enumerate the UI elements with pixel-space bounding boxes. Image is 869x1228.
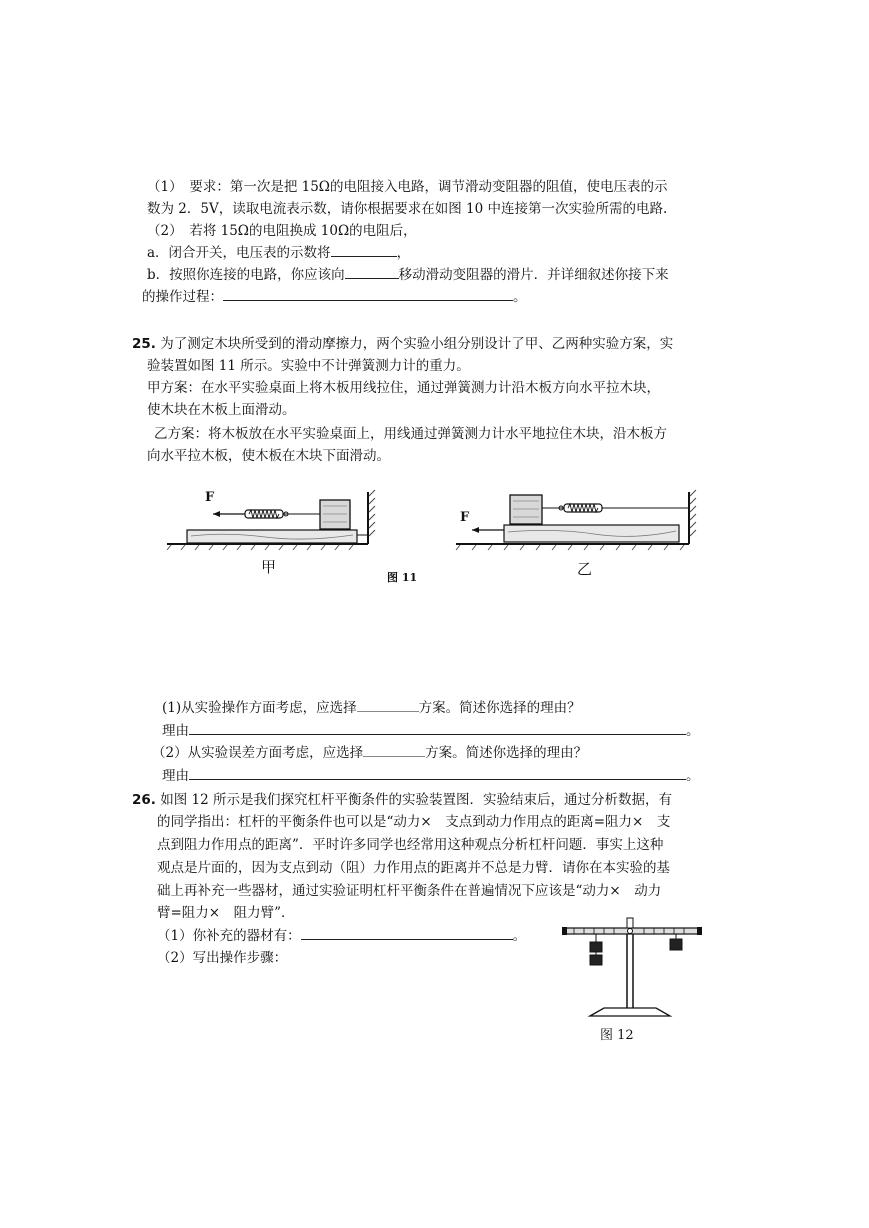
q25-sub1-prefix: (1)从实验操作方面考虑，应选择	[162, 700, 357, 716]
q25-sub2-reason-label: 理由	[162, 768, 189, 784]
figure-11-a-force-label: F	[205, 490, 215, 505]
q25-sub2-suffix: 方案。简述你选择的理由？	[425, 745, 588, 761]
q26-line2: 的同学指出：杠杆的平衡条件也可以是“动力× 支点到动力作用点的距离=阻力× 支	[157, 814, 671, 830]
q26-sub1-prefix: （1）你补充的器材有：	[157, 928, 301, 944]
q25-sub2-prefix: （2）从实验误差方面考虑，应选择	[152, 745, 364, 761]
figure-12-caption: 图 12	[600, 1028, 634, 1043]
q26-line3: 点到阻力作用点的距离”．平时许多同学也经常用这种观点分析杠杆问题．事实上这种	[157, 837, 664, 853]
q25-sub2-reason	[162, 765, 700, 787]
q26-line1	[132, 789, 672, 811]
q25-plan-a-line1: 甲方案：在水平实验桌面上将木板用线拉住，通过弹簧测力计沿木板方向水平拉木块，	[147, 380, 660, 396]
q25-plan-b-line2: 向水平拉木板，使木板在木块下面滑动。	[147, 448, 390, 464]
q26-number: 26.	[132, 792, 156, 808]
q25-sub1-reason-blank[interactable]	[189, 720, 686, 735]
q24-b-answer-blank[interactable]	[345, 264, 399, 279]
q25-plan-a-line2: 使木块在木板上面滑动。	[147, 402, 296, 418]
q24-line2: 数为 2．5V，读取电流表示数，请你根据要求在如图 10 中连接第一次实验所需的电路.	[147, 201, 668, 217]
q24-process-answer-blank[interactable]	[223, 286, 513, 301]
figure-11-b-label: 乙	[577, 560, 593, 578]
q24-line1: （1） 要求：第一次是把 15Ω的电阻接入电路，调节滑动变阻器的阻值，使电压表的示	[147, 179, 668, 195]
q24-line3: （2） 若将 15Ω的电阻换成 10Ω的电阻后，	[147, 223, 417, 239]
q24-line6-suffix: 。	[513, 289, 527, 305]
q25-sub1	[162, 697, 581, 719]
q25-sub2	[152, 742, 587, 764]
q24-part-b	[147, 264, 669, 286]
q24-a-suffix: ，	[396, 245, 411, 261]
figure-11-a-diagram	[165, 488, 380, 550]
q24-a-answer-blank[interactable]	[331, 242, 397, 257]
q26-sub1	[157, 925, 526, 947]
figure-11-caption: 图 11	[387, 571, 418, 584]
q25-sub1-reason-label: 理由	[162, 723, 189, 739]
q24-a-prefix: a．闭合开关，电压表的示数将	[147, 245, 331, 261]
q26-line1-text: 如图 12 所示是我们探究杠杆平衡条件的实验装置图．实验结束后，通过分析数据，有	[160, 792, 672, 808]
q25-line2: 验装置如图 11 所示。实验中不计弹簧测力计的重力。	[147, 358, 470, 374]
figure-11-a-label: 甲	[261, 558, 277, 576]
q25-sub1-answer-blank[interactable]	[357, 697, 419, 712]
q26-line4: 观点是片面的，因为支点到动（阻）力作用点的距离并不总是力臂．请你在本实验的基	[157, 860, 670, 876]
q24-b-suffix: 移动滑动变阻器的滑片．并详细叙述你接下来	[398, 267, 669, 283]
q25-sub2-answer-blank[interactable]	[363, 742, 425, 757]
q24-part-a	[147, 242, 410, 264]
figure-12-lever-diagram	[560, 912, 710, 1022]
q25-line1	[132, 333, 673, 355]
q26-line6: 臂=阻力× 阻力臂”．	[157, 905, 295, 921]
q25-line1-text: 为了测定木块所受到的滑动摩擦力，两个实验小组分别设计了甲、乙两种实验方案，实	[160, 336, 674, 352]
figure-11-b-force-label: F	[460, 510, 470, 525]
q24-b-prefix: b．按照你连接的电路，你应该向	[147, 267, 345, 283]
q25-plan-b-line1: 乙方案：将木板放在水平实验桌面上，用线通过弹簧测力计水平地拉住木块，沿木板方	[154, 426, 667, 442]
q25-number: 25.	[132, 336, 156, 352]
q24-line6	[142, 286, 527, 308]
q25-sub1-reason-end: 。	[686, 723, 700, 739]
q25-sub2-reason-end: 。	[686, 768, 700, 784]
q25-sub1-reason	[162, 720, 700, 742]
q26-sub1-suffix: 。	[512, 928, 527, 944]
q24-line6-prefix: 的操作过程：	[142, 289, 223, 305]
q26-sub2: （2）写出操作步骤：	[157, 950, 288, 966]
q25-sub1-suffix: 方案。简述你选择的理由？	[418, 700, 581, 716]
q26-line5: 础上再补充一些器材，通过实验证明杠杆平衡条件在普遍情况下应该是“动力× 动力	[157, 883, 662, 899]
q25-sub2-reason-blank[interactable]	[189, 765, 686, 780]
figure-11-b-diagram	[454, 488, 699, 550]
q26-equipment-answer-blank[interactable]	[301, 925, 513, 940]
